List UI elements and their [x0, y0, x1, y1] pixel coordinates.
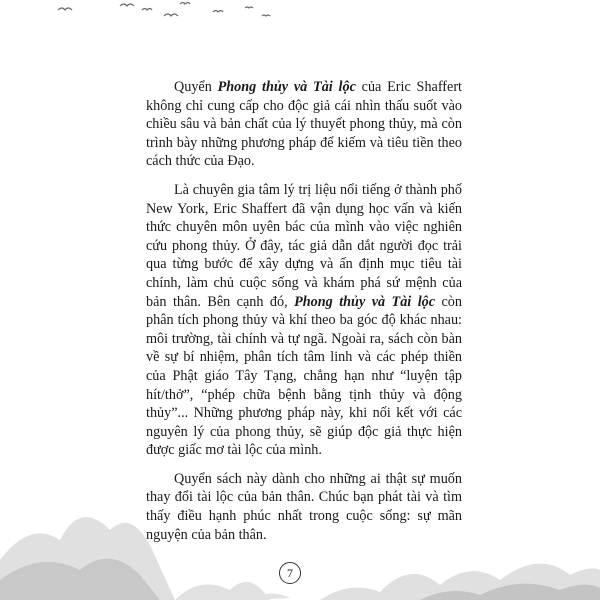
paragraph-2	[146, 181, 462, 460]
text-segment: Quyển	[174, 79, 218, 95]
book-title-emphasis: Phong thủy và Tài lộc	[294, 293, 436, 310]
text-segment: còn phân tích phong thủy và khí theo ba góc độ khác nhau: môi trường, tài chính và tự ngã. Ngoài ra, sách còn bàn về sự bí nhiệm, phân tích tâm linh và các phép thiền của Phật giáo Tây Tạng, chẳng hạn như “luyện tập hít/thở”, “phép chữa bệnh bằng tịnh thủy và động thủy”... Những phương pháp này, khi nối kết với các nguyên lý của phong thủy, sẽ giúp độc giả thực hiện được giấc mơ tài lộc của mình.	[146, 293, 462, 459]
paragraph-3	[146, 470, 462, 544]
paragraph-1	[146, 78, 462, 171]
text-segment: Là chuyên gia tâm lý trị liệu nổi tiếng ở thành phố New York, Eric Shaffert đã vận dụng học vấn và kiến thức chuyên môn uyên bác của mình vào việc nghiên cứu phong thủy. Ở đây, tác giả dẫn dắt người đọc trải qua từng bước để xây dựng và ấn định mục tiêu tài chính, làm chủ cuộc sống và khám phá sứ mệnh của bản thân. Bên cạnh đó,	[146, 181, 462, 310]
text-segment: Quyển sách này dành cho những ai thật sự muốn thay đổi tài lộc của bản thân. Chúc bạn phát tài và tìm thấy điều hạnh phúc nhất trong cuộc sống: sự mãn nguyện của bản thân.	[146, 470, 462, 543]
book-title-emphasis: Phong thủy và Tài lộc	[217, 79, 356, 95]
page-number: 7	[279, 562, 301, 584]
body-text	[146, 78, 462, 554]
text-segment: của Eric Shaffert không chỉ cung cấp cho độc giả cái nhìn thấu suốt vào chiều sâu và bản chất của lý thuyết phong thủy, mà còn trình bày những phương pháp để kiếm và tiêu tiền theo cách thức của Đạo.	[146, 79, 462, 170]
flying-birds-icon	[58, 3, 270, 17]
